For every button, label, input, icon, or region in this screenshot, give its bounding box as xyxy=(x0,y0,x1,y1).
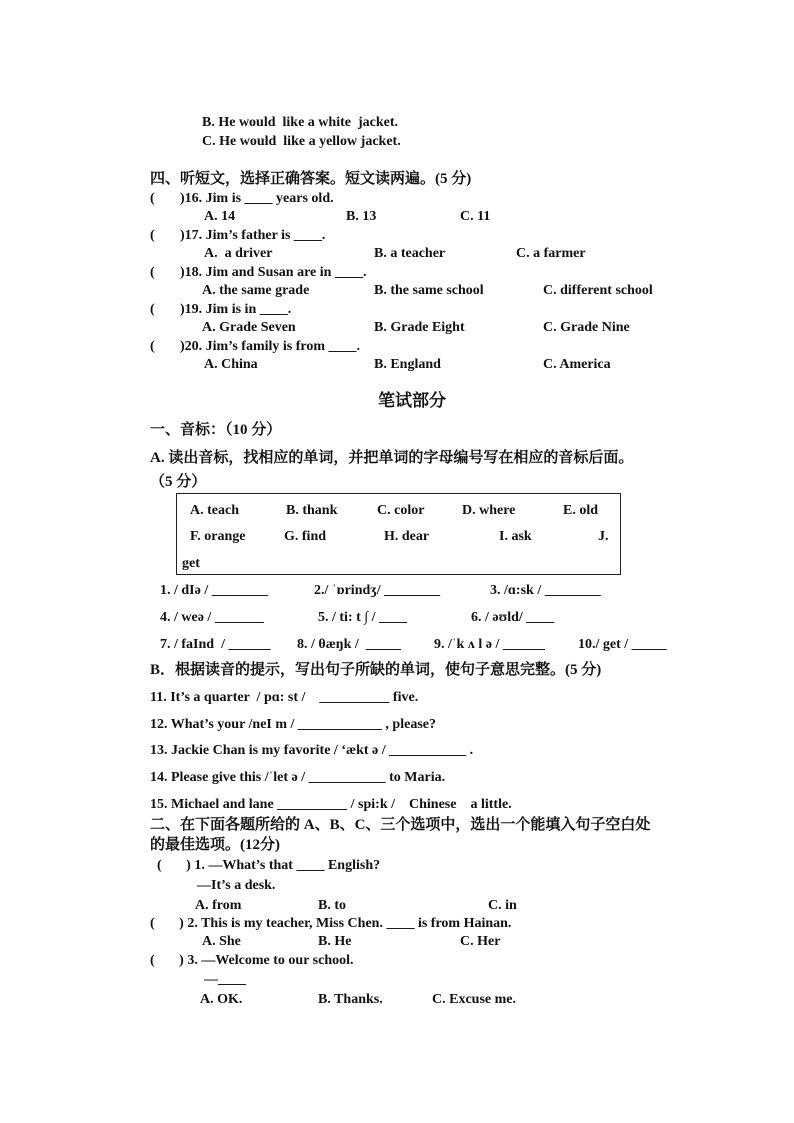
mc-question-1: ( ) 1. —What’s that ____ English? xyxy=(157,858,381,873)
answer-paren: ( xyxy=(150,339,155,354)
word-c: C. color xyxy=(377,503,425,518)
part-a-score: （5 分） xyxy=(150,474,207,490)
word-h: H. dear xyxy=(384,529,430,544)
written-part-title: 笔试部分 xyxy=(378,391,446,410)
word-g: G. find xyxy=(284,529,327,544)
phonetics-heading: 一、音标：（10 分） xyxy=(150,422,282,438)
phonetic-item-9: 9. /ˈk ʌ l ə / ______ xyxy=(434,637,545,652)
word-j-get: get xyxy=(182,556,200,571)
section2-heading-line1: 二、在下面各题所给的 A、B、C、三个选项中，选出一个能填入句子空白处 xyxy=(150,817,651,833)
sentence-11: 11. It’s a quarter / pɑ: st / __________ five. xyxy=(150,690,419,705)
option-b: B. Grade Eight xyxy=(374,320,465,335)
mc3-option-a: A. OK. xyxy=(200,992,243,1007)
phonetic-item-8: 8. / θæŋk / _____ xyxy=(297,637,401,652)
word-b: B. thank xyxy=(286,503,338,518)
phonetic-item-6: 6. / əʊld/ ____ xyxy=(471,610,555,625)
section4-heading: 四、听短文，选择正确答案。短文读两遍。(5 分) xyxy=(150,171,472,187)
phonetic-item-3: 3. /ɑ:sk / ________ xyxy=(490,583,601,598)
question-stem: )18. Jim and Susan are in ____. xyxy=(180,265,367,280)
section2-heading-line2: 的最佳选项。(12分) xyxy=(150,837,280,853)
phonetic-item-2: 2./ ˈɒrindʒ/ ________ xyxy=(314,583,441,598)
mc-question-2: ( ) 2. This is my teacher, Miss Chen. ____ is from Hainan. xyxy=(150,916,512,931)
answer-paren: ( xyxy=(150,228,155,243)
sentence-15: 15. Michael and lane __________ / spi:k / Chinese a little. xyxy=(150,797,512,812)
option-b: B. 13 xyxy=(346,209,377,224)
question-stem: )16. Jim is ____ years old. xyxy=(180,191,334,206)
option-a: A. the same grade xyxy=(202,283,310,298)
option-c: C. a farmer xyxy=(516,246,586,261)
question-stem: )20. Jim’s family is from ____. xyxy=(180,339,361,354)
mc2-option-a: A. She xyxy=(202,934,241,949)
answer-paren: ( xyxy=(150,265,155,280)
part-b-instruction: B．根据读音的提示，写出句子所缺的单词，使句子意思完整。(5 分) xyxy=(150,662,602,678)
mc2-option-b: B. He xyxy=(318,934,352,949)
question-stem: )17. Jim’s father is ____. xyxy=(180,228,326,243)
phonetic-item-10: 10./ get / _____ xyxy=(578,637,667,652)
phonetic-item-7: 7. / faInd / ______ xyxy=(160,637,271,652)
option-b: B. the same school xyxy=(374,283,484,298)
word-i: I. ask xyxy=(499,529,532,544)
word-j: J. xyxy=(598,529,609,544)
word-a: A. teach xyxy=(190,503,239,518)
mc-question-3-reply: —____ xyxy=(204,972,246,987)
phonetic-item-1: 1. / dIə / ________ xyxy=(160,583,268,598)
phonetic-item-5: 5. / ti: t ∫ / ____ xyxy=(318,610,407,625)
option-c: C. different school xyxy=(543,283,653,298)
option-a: A. China xyxy=(204,357,258,372)
mc3-option-b: B. Thanks. xyxy=(318,992,383,1007)
mc1-option-c: C. in xyxy=(488,898,517,913)
answer-paren: ( xyxy=(150,191,155,206)
option-a: A. 14 xyxy=(204,209,236,224)
answer-paren: ( xyxy=(150,302,155,317)
word-f: F. orange xyxy=(190,529,246,544)
option-a: A. Grade Seven xyxy=(202,320,296,335)
option-c: C. 11 xyxy=(460,209,491,224)
phonetic-item-4: 4. / weə / _______ xyxy=(160,610,264,625)
word-d: D. where xyxy=(462,503,516,518)
mc1-option-b: B. to xyxy=(318,898,346,913)
option-a: A. a driver xyxy=(204,246,273,261)
mc-question-1-reply: —It’s a desk. xyxy=(197,878,276,893)
question-stem: )19. Jim is in ____. xyxy=(180,302,292,317)
mc3-option-c: C. Excuse me. xyxy=(432,992,516,1007)
mc2-option-c: C. Her xyxy=(460,934,501,949)
option-c: C. America xyxy=(543,357,611,372)
option-b-line: B. He would like a white jacket. xyxy=(202,115,398,130)
word-e: E. old xyxy=(563,503,599,518)
sentence-13: 13. Jackie Chan is my favorite / ‘ækt ə / ___________ . xyxy=(150,743,474,758)
option-b: B. England xyxy=(374,357,441,372)
mc1-option-a: A. from xyxy=(195,898,242,913)
mc-question-3: ( ) 3. —Welcome to our school. xyxy=(150,953,354,968)
sentence-14: 14. Please give this /ˈlet ə / ___________ to Maria. xyxy=(150,770,446,785)
sentence-12: 12. What’s your /neI m / ____________ , please? xyxy=(150,717,436,732)
part-a-instruction: A. 读出音标，找相应的单词，并把单词的字母编号写在相应的音标后面。 xyxy=(150,450,634,466)
option-c-line: C. He would like a yellow jacket. xyxy=(202,134,401,149)
option-b: B. a teacher xyxy=(374,246,446,261)
option-c: C. Grade Nine xyxy=(543,320,630,335)
